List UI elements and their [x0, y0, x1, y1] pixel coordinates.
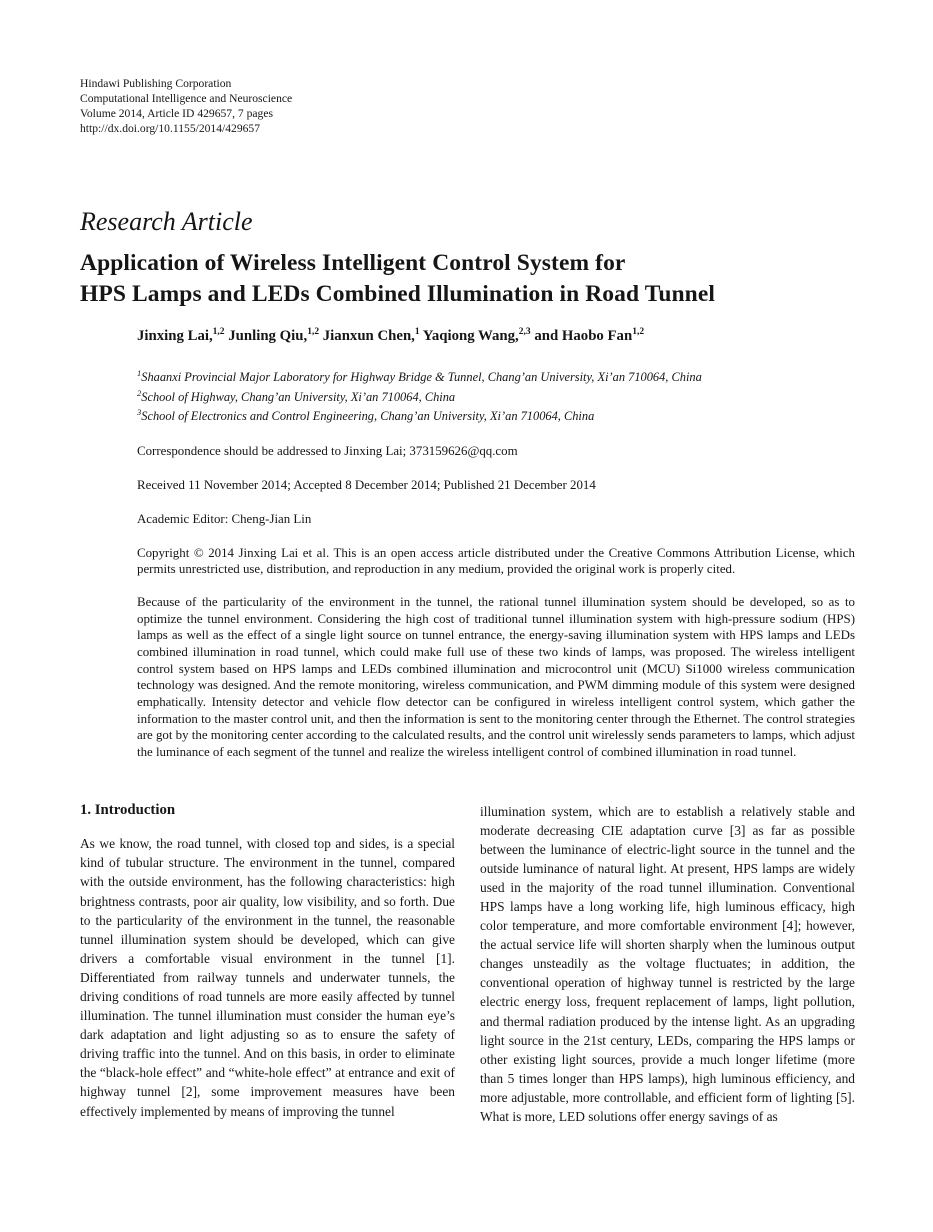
author-affil-sup: 1 — [414, 327, 420, 338]
right-column — [480, 802, 855, 1127]
copyright-notice: Copyright © 2014 Jinxing Lai et al. This is an open access article distributed under the Creative Commons Attribution License, which permits unrestricted use, distribution, and reproduction in any medium, provided the original work is properly cited. — [137, 545, 855, 577]
affiliation-sup: 2 — [137, 387, 142, 398]
author-affil-sup: 1,2 — [307, 327, 320, 338]
affiliation-text: School of Highway, Chang’an University, Xi’an 710064, China — [141, 389, 456, 404]
affiliation-line — [137, 387, 855, 407]
volume-article-id: Volume 2014, Article ID 429657, 7 pages — [80, 107, 273, 121]
author: and Haobo Fan$^{1,2}$ — [534, 327, 645, 345]
abstract-paragraph: Because of the particularity of the environment in the tunnel, the rational tunnel illumination system should be developed, so as to optimize the tunnel environment. Considering the high cost of traditional tunnel illumination system with high-pressure sodium (HPS) lamps as well as the effect of a single light source on tunnel entrance, the energy-saving illumination system with HPS lamps and LEDs combined illumination in road tunnel, which could make full use of these two kinds of lamps, was proposed. The wireless intelligent control system based on HPS lamps and LEDs combined illumination and microcontrol unit (MCU) Si1000 wireless communication technology was designed. And the remote monitoring, wireless communication, and PWM dimming module of this system were designed emphatically. Intensity detector and vehicle flow detector can be configured in wireless intelligent control system, which gather the information to the master control unit, and then the information is sent to the monitoring center through the Ethernet. The control strategies are got by the monitoring center according to the calculated results, and the control unit wirelessly sends parameters to lamps, which adjust the luminance of each segment of the tunnel and realize the wireless intelligent control of combined illumination in road tunnel. — [137, 595, 855, 759]
paper-title-line-2: HPS Lamps and LEDs Combined Illumination in Road Tunnel — [80, 281, 716, 308]
affiliation-text: Shaanxi Provincial Major Laboratory for Highway Bridge & Tunnel, Chang’an University, Xi’an 710064, China — [141, 369, 702, 384]
paper-title — [80, 248, 855, 311]
publisher-name: Hindawi Publishing Corporation — [80, 77, 232, 90]
author: Yaqiong Wang,$^{2,3}$ — [422, 327, 531, 345]
dates-line: Received 11 November 2014; Accepted 8 December 2014; Published 21 December 2014 — [137, 478, 596, 493]
left-column — [80, 802, 455, 1127]
journal-name: Computational Intelligence and Neuroscience — [80, 92, 293, 106]
intro-paragraph-right: illumination system, which are to establish a relatively stable and moderate decreasing CIE adaptation curve [3] as far as possible between the luminance of electric-light source in the tunnel and the outside luminance of natural light. At present, HPS lamps are widely used in the majority of the road tunnel illumination. Conventional HPS lamps have a long working life, high luminous efficacy, high color temperature, and more comfortable environment [4]; however, the actual service life will shorten sharply when the luminous output changes unsteadily as the voltage fluctuates; in addition, the conventional operation of highway tunnel is restricted by the large electric energy loss, frequent replacement of lamps, light pollution, and thermal radiation produced by the intense light. As an upgrading light source in the 21st century, LEDs, comparing the HPS lamps or other existing light sources, provide a much longer lifetime (more than 5 times longer than HPS lamps), high luminous efficiency, and more adjustable, more controllable, and efficient form of lighting [5]. What is more, LED solutions offer energy savings of as — [480, 803, 855, 1125]
two-column-body — [80, 802, 855, 1127]
authors-line — [137, 327, 855, 347]
author: Jinxing Lai,$^{1,2}$ — [137, 327, 225, 345]
doi-url: http://dx.doi.org/10.1155/2014/429657 — [80, 122, 261, 136]
correspondence-line: Correspondence should be addressed to Jinxing Lai; 373159626@qq.com — [137, 444, 518, 459]
article-type-label: Research Article — [80, 207, 253, 237]
affiliation-line — [137, 406, 855, 426]
intro-paragraph-left: As we know, the road tunnel, with closed top and sides, is a special kind of tubular structure. The environment in the tunnel, compared with the outside environment, has the following characteristics: high brightness contrasts, poor air quality, low visibility, and so forth. Due to the particularity of the environment in the tunnel, the reasonable tunnel illumination system should be developed, which can give drivers a comfortable visual environment in the tunnel [1]. Differentiated from railway tunnels and underwater tunnels, the driving conditions of road tunnels are more easily affected by tunnel illumination. The tunnel illumination must consider the human eye’s dark adaptation and light adjusting so as to ensure the safety of driving traffic into the tunnel. And on this basis, in order to eliminate the “black-hole effect” and “white-hole effect” at entrance and exit of highway tunnel [2], some improvement measures have been effectively implemented by means of improving the tunnel — [80, 836, 455, 1119]
publisher-header — [80, 76, 855, 136]
affiliations-block — [137, 367, 855, 427]
paper-title-line-1: Application of Wireless Intelligent Control System for — [80, 249, 626, 276]
author-affil-sup: 2,3 — [518, 327, 531, 338]
affiliation-text: School of Electronics and Control Engineering, Chang’an University, Xi’an 710064, China — [141, 409, 595, 424]
author: Junling Qiu,$^{1,2}$ — [228, 327, 320, 345]
author: Jianxun Chen,$^1$ — [322, 327, 420, 345]
affiliation-line — [137, 367, 855, 387]
affiliation-sup: 1 — [137, 367, 142, 378]
affiliation-sup: 3 — [137, 407, 142, 418]
author-affil-sup: 1,2 — [212, 327, 225, 338]
author-affil-sup: 1,2 — [632, 327, 645, 338]
academic-editor-line: Academic Editor: Cheng-Jian Lin — [137, 511, 312, 526]
section-heading-introduction: 1. Introduction — [80, 801, 176, 818]
